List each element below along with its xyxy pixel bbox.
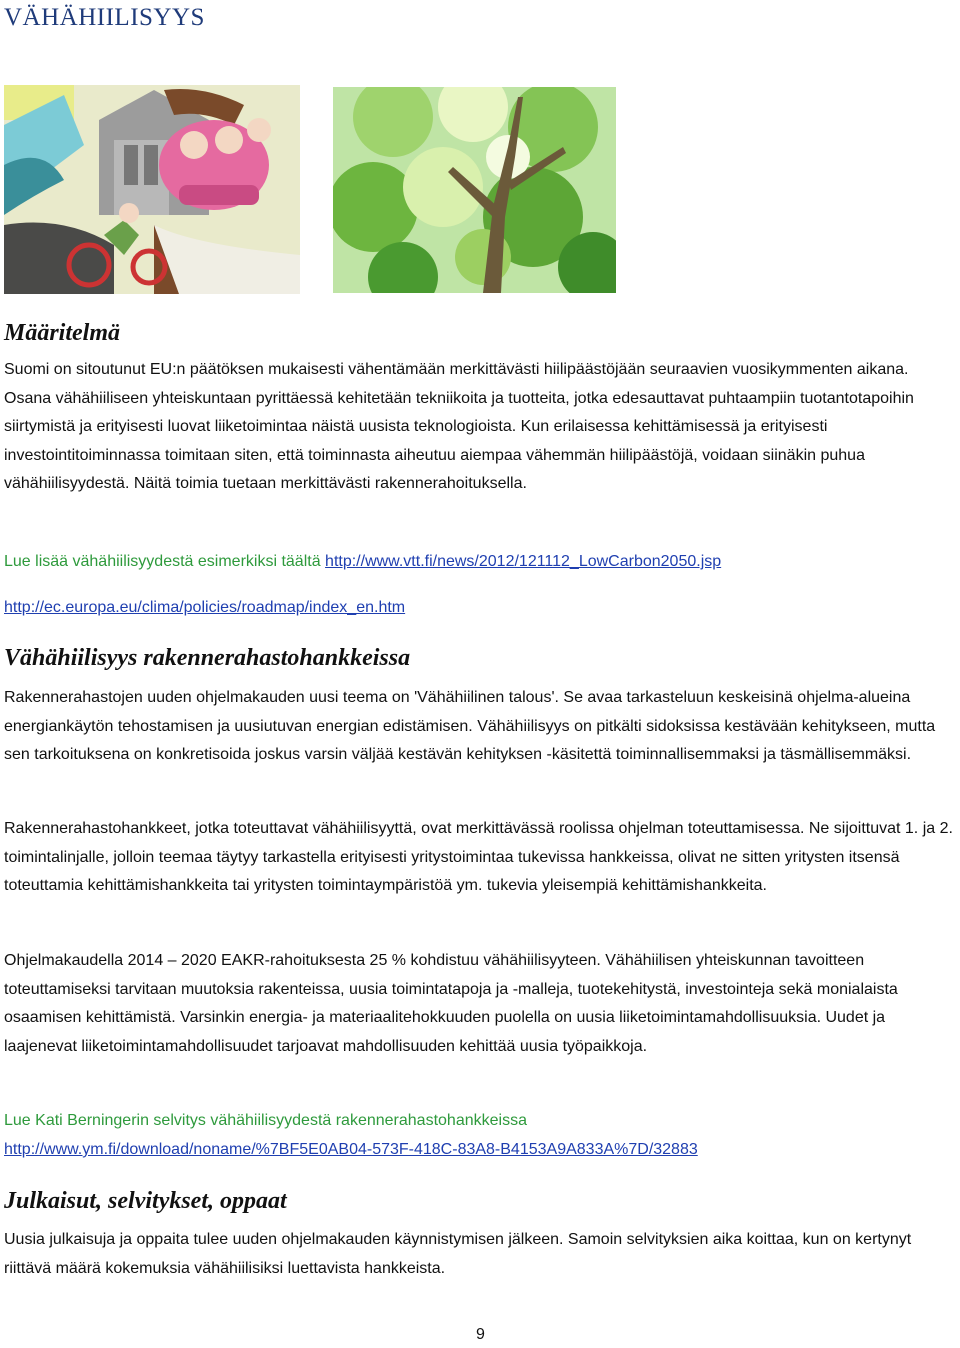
section-paragraph: Rakennerahastohankkeet, jotka toteuttavat vähähiilisyyttä, ovat merkittävässä roolissa ohjelman toteuttamisessa. Ne sijoittuvat 1. ja 2. toimintalinjalle, jolloin teemaa täytyy tarkastella erityisesti yritystoimintaa tukevissa hankkeissa, olivat ne sitten yritysten itsensä toteuttamia kehittämishankkeita tai yritysten toimintaympäristöä ym. tukevia yleisempiä kehittämishankkeita. <box>4 820 953 895</box>
ym-link-line <box>4 1138 698 1162</box>
europa-link[interactable]: http://ec.europa.eu/clima/policies/roadmap/index_en.htm <box>4 599 406 616</box>
section-paragraph: Suomi on sitoutunut EU:n päätöksen mukaisesti vähentämään merkittävästi hiilipäästöjään seuraavien vuosikymmenten aikana. Osana vähähiiliseen yhteiskuntaan pyrittäessä kehitetään tekniikoita ja tuotteita, jotka edesauttavat puhtaampiin tuotantotapoihin siirtymistä ja erityisesti luovat liiketoimintaa näistä uusista teknologioista. Kun erilaisessa kehittämisessä ja erityisesti investointitoiminnassa toimitaan siten, että toiminnasta aiheutuu aiempaa vähemmän hiilipäästöjä, voidaan siinäkin puhua vähähiilisyydestä. Näitä toimia tuetaan merkittävästi rakennerahoituksella. <box>4 361 914 493</box>
read-more-line <box>4 550 721 574</box>
page-number: 9 <box>476 1326 485 1343</box>
read-more-line <box>4 1109 527 1133</box>
read-more-label: Lue Kati Berningerin selvitys vähähiilisyydestä rakennerahastohankkeissa <box>4 1112 527 1129</box>
section-heading-rakennerahasto: Vähähiilisyys rakennerahastohankkeissa <box>4 645 411 671</box>
ym-link[interactable]: http://www.ym.fi/download/noname/%7BF5E0AB04-573F-418C-83A8-B4153A9A833A%7D/32883 <box>4 1141 698 1158</box>
section-heading-julkaisut: Julkaisut, selvitykset, oppaat <box>4 1188 287 1214</box>
section-heading-maaritelma: Määritelmä <box>4 320 121 346</box>
document-title: VÄHÄHIILISYYS <box>4 4 205 31</box>
europa-link-line <box>4 596 405 620</box>
vtt-link[interactable]: http://www.vtt.fi/news/2012/121112_LowCarbon2050.jsp <box>325 553 722 570</box>
cartoon-illustration <box>4 85 300 294</box>
section-paragraph: Ohjelmakaudella 2014 – 2020 EAKR-rahoituksesta 25 % kohdistuu vähähiilisyyteen. Vähähiilisen yhteiskunnan tavoitteen toteuttamiseksi tarvitaan muutoksia rakenteissa, uusia toimintatapoja ja -malleja, tuotekehitystä, investointeja sekä monialaista osaamisen kehittämistä. Varsinkin energia- ja materiaalitehokkuuden puolella on uusia liiketoimintamahdollisuuksia. Uudet ja laajenevat liiketoimintamahdollisuudet tarjoavat mahdollisuuden kehittää uusia työpaikkoja. <box>4 952 898 1055</box>
section-paragraph: Uusia julkaisuja ja oppaita tulee uuden ohjelmakauden käynnistymisen jälkeen. Samoin selvityksien aika koittaa, kun on kertynyt riittävä määrä kokemuksia vähähiilisiksi luettavista hankkeista. <box>4 1231 912 1277</box>
read-more-label: Lue lisää vähähiilisyydestä esimerkiksi täältä <box>4 553 321 570</box>
tree-photo <box>333 87 616 293</box>
section-paragraph: Rakennerahastojen uuden ohjelmakauden uusi teema on 'Vähähiilinen talous'. Se avaa tarkasteluun keskeisinä ohjelma-alueina energiankäytön tehostamisen ja uusiutuvan energian edistämisen. Vähähiilisyys on pitkälti sidoksissa kestävään kehitykseen, mutta sen tarkoituksena on konkretisoida joskus varsin väljää kestävän kehityksen -käsitettä toiminnallisemmaksi ja täsmällisemmäksi. <box>4 689 936 764</box>
